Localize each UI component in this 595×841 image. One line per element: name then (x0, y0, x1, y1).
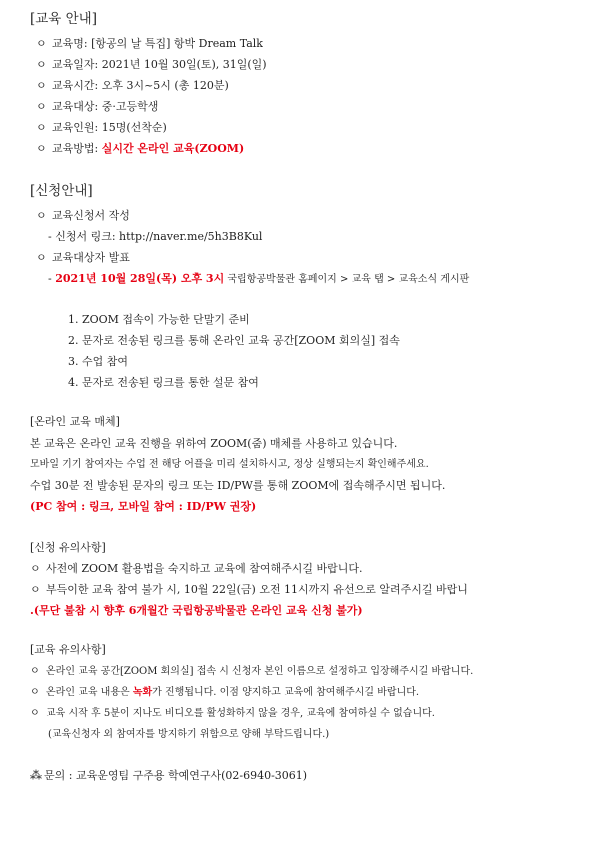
list-item: ㅇ 부득이한 교육 참여 불가 시, 10월 22일(금) 오전 11시까지 유선으로 알려주시길 바랍니 (30, 583, 468, 596)
paragraph-line: 본 교육은 온라인 교육 진행을 위하여 ZOOM(줌) 매체를 사용하고 있습니다. (30, 437, 398, 450)
list-item: ㅇ 교육명: [항공의 날 특집] 항박 Dream Talk (36, 37, 263, 50)
step-item: 3. 수업 참여 (68, 355, 128, 368)
step-item: 2. 문자로 전송된 링크를 통해 온라인 교육 공간[ZOOM 회의실] 접속 (68, 334, 400, 347)
list-item: ㅇ 사전에 ZOOM 활용법을 숙지하고 교육에 참여해주시길 바랍니다. (30, 562, 363, 575)
penalty-note: .(무단 불참 시 향후 6개월간 국립항공박물관 온라인 교육 신청 불가) (30, 604, 363, 617)
list-item-method: ㅇ 교육방법: 실시간 온라인 교육(ZOOM) (36, 142, 245, 155)
method-value: 실시간 온라인 교육(ZOOM) (101, 142, 245, 155)
paragraph-line: 수업 30분 전 발송된 문자의 링크 또는 ID/PW를 통해 ZOOM에 접속해주시면 됩니다. (30, 479, 446, 492)
list-item: ㅇ 온라인 교육 내용은 녹화가 진행됩니다. 이점 양지하고 교육에 참여해주시길 바랍니다. (30, 687, 420, 698)
contact-text: 문의 : 교육운영팀 구주용 학예연구사(02-6940-3061) (44, 769, 308, 782)
paragraph-line: 모바일 기기 참여자는 수업 전 해당 어플을 미리 설치하시고, 정상 실행되는지 확인해주세요. (30, 459, 429, 470)
list-item: ㅇ 교육대상자 발표 (36, 251, 130, 264)
asterism-icon: ⁂ (30, 768, 42, 782)
section-heading-online-media: [온라인 교육 매체] (30, 415, 120, 428)
contact-line (30, 768, 307, 783)
list-item-continuation: (교육신청자 외 참여자를 방지하기 위함으로 양해 부탁드립니다.) (48, 729, 330, 740)
section-heading-application: [신청안내] (30, 183, 93, 199)
list-item: ㅇ 교육인원: 15명(선착순) (36, 121, 167, 134)
step-item: 1. ZOOM 접속이 가능한 단말기 준비 (68, 313, 250, 326)
list-item: ㅇ 교육일자: 2021년 10월 30일(토), 31일(일) (36, 58, 267, 71)
list-item: ㅇ 온라인 교육 공간[ZOOM 회의실] 접속 시 신청자 본인 이름으로 설정하고 입장해주시길 바랍니다. (30, 666, 474, 677)
section-heading-education-notes: [교육 유의사항] (30, 643, 106, 656)
application-link[interactable]: - 신청서 링크: http://naver.me/5h3B8Kul (48, 230, 263, 243)
step-item: 4. 문자로 전송된 링크를 통한 설문 참여 (68, 376, 259, 389)
participation-note: (PC 참여 : 링크, 모바일 참여 : ID/PW 권장) (30, 500, 257, 513)
section-heading-application-notes: [신청 유의사항] (30, 541, 106, 554)
list-item: ㅇ 교육신청서 작성 (36, 209, 130, 222)
list-item: ㅇ 교육시간: 오후 3시~5시 (총 120분) (36, 79, 229, 92)
list-item: ㅇ 교육대상: 중·고등학생 (36, 100, 159, 113)
section-heading-education-info: [교육 안내] (30, 11, 97, 27)
announcement-detail: - 2021년 10월 28일(목) 오후 3시 국립항공박물관 홈페이지 > 교육 탭 > 교육소식 게시판 (48, 272, 470, 285)
list-item: ㅇ 교육 시작 후 5분이 지나도 비디오를 활성화하지 않을 경우, 교육에 참여하실 수 없습니다. (30, 708, 435, 719)
